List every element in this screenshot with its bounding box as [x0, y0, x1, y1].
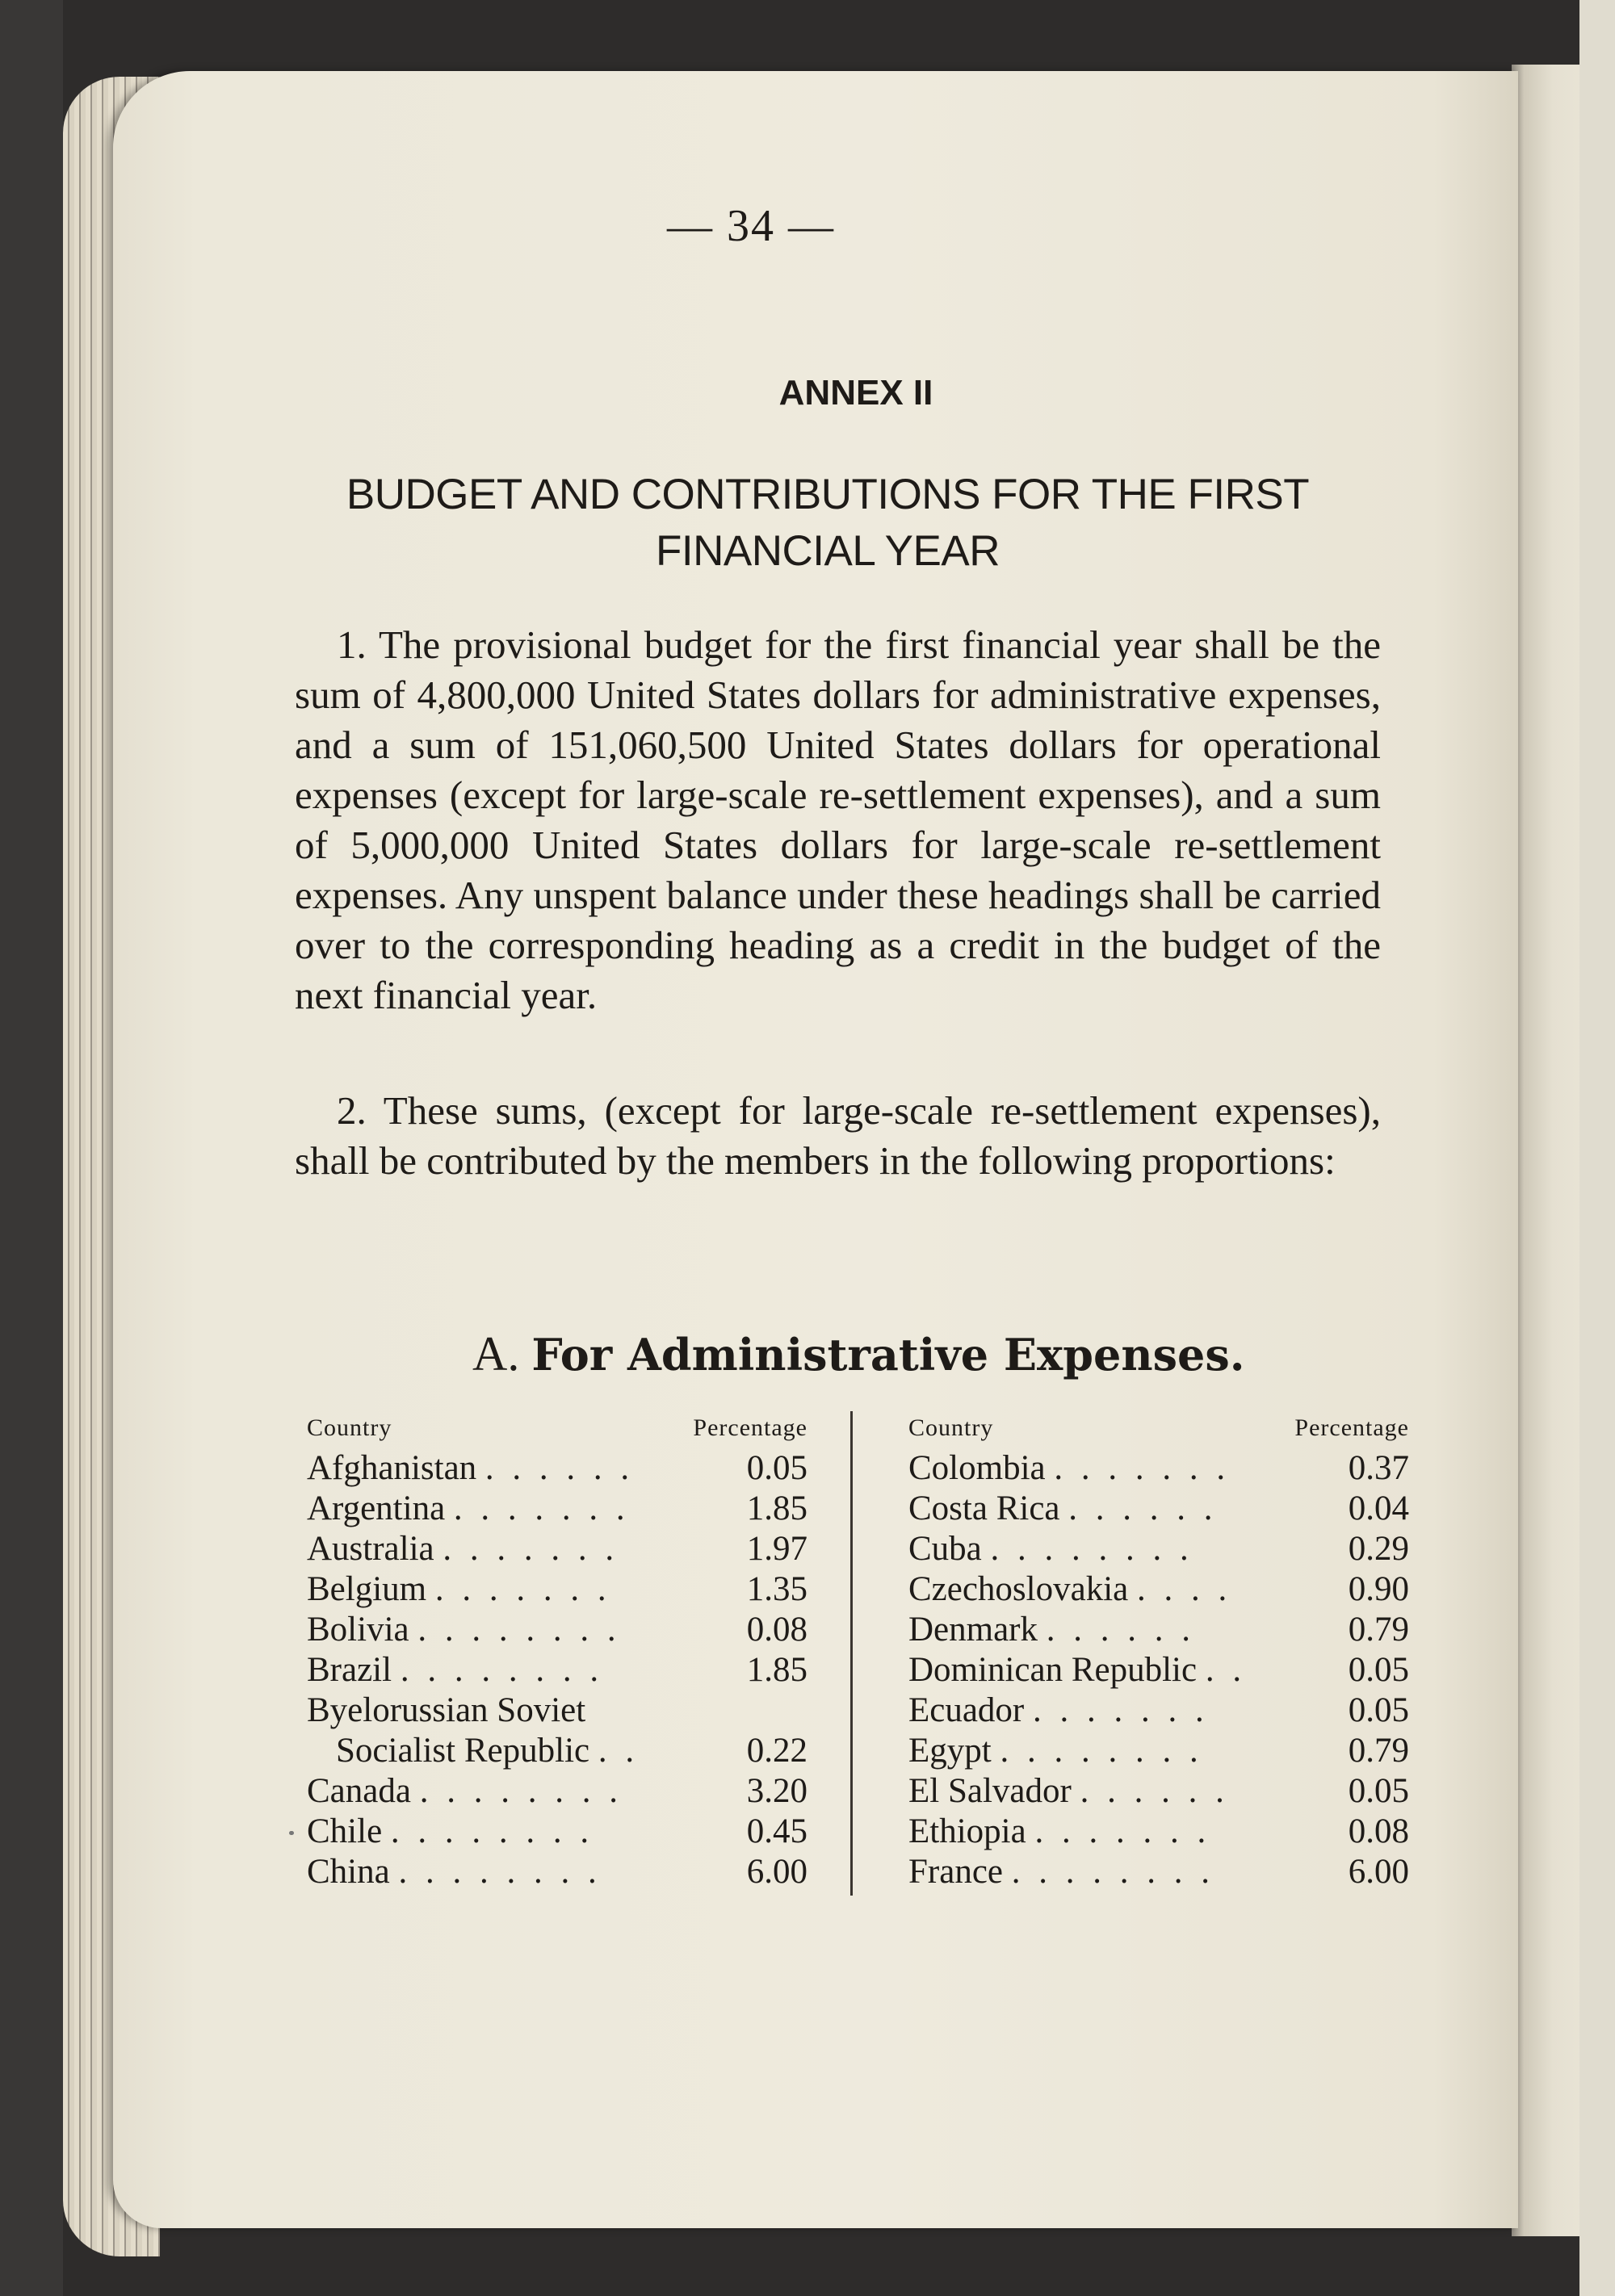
- table-row: [307, 1650, 808, 1691]
- country-name: [908, 1529, 1193, 1569]
- table-row: [307, 1731, 808, 1771]
- country-name: [307, 1812, 594, 1852]
- country-name: [307, 1489, 630, 1529]
- country-label: Ecuador: [908, 1691, 1025, 1729]
- country-label: Cuba: [908, 1530, 982, 1568]
- country-name: [908, 1448, 1230, 1489]
- country-name: [908, 1731, 1203, 1771]
- country-label: Argentina: [307, 1489, 446, 1527]
- leader-dots: . . . . . .: [1046, 1611, 1195, 1649]
- leader-dots: . . . . . . .: [1054, 1449, 1231, 1487]
- header-percentage: Percentage: [693, 1414, 808, 1441]
- percentage-value: 1.35: [746, 1570, 808, 1608]
- country-label: Ethiopia: [908, 1812, 1026, 1850]
- section-title: For Administrative Expenses.: [531, 1329, 1245, 1381]
- country-label: Czechoslovakia: [908, 1570, 1129, 1608]
- country-label: Denmark: [908, 1611, 1038, 1649]
- percentage-value: 6.00: [1348, 1853, 1409, 1891]
- country-label: Dominican Republic: [908, 1651, 1198, 1689]
- table-row: [908, 1812, 1409, 1852]
- page-title: [283, 467, 1373, 580]
- paragraph-2-text: 2. These sums, (except for large-scale re-settlement expenses), shall be contributed by the members in the following proportions:: [295, 1088, 1381, 1183]
- percentage-value: 1.85: [746, 1651, 808, 1689]
- table-row: [908, 1610, 1409, 1650]
- leader-dots: . . . . . . . .: [390, 1812, 594, 1850]
- percentage-value: 0.79: [1348, 1611, 1409, 1649]
- table-row: [307, 1569, 808, 1610]
- country-name: [307, 1650, 603, 1691]
- percentage-value: 1.85: [746, 1489, 808, 1527]
- paper-speck: [289, 1831, 294, 1835]
- leader-dots: . . . . . .: [1080, 1772, 1229, 1810]
- country-label: China: [307, 1853, 390, 1891]
- leader-dots: . . . . . . . .: [417, 1611, 621, 1649]
- percentage-value: 0.08: [746, 1611, 808, 1649]
- country-label: Egypt: [908, 1732, 992, 1770]
- country-label: Australia: [307, 1530, 434, 1568]
- percentage-value: 0.05: [1348, 1772, 1409, 1810]
- leader-dots: . . . . . . . .: [398, 1853, 602, 1891]
- country-name: [307, 1529, 619, 1569]
- country-name: [908, 1489, 1218, 1529]
- country-label: Socialist Republic: [336, 1732, 590, 1770]
- table-row: [307, 1448, 808, 1489]
- leader-dots: . . . . . . . .: [419, 1772, 623, 1810]
- percentage-value: 0.22: [746, 1732, 808, 1770]
- header-country: Country: [307, 1414, 392, 1441]
- country-name: [307, 1569, 611, 1610]
- percentage-value: 0.08: [1348, 1812, 1409, 1850]
- leader-dots: . .: [598, 1732, 640, 1770]
- table-row: [307, 1691, 808, 1731]
- country-label: Afghanistan: [307, 1449, 477, 1487]
- country-label: Costa Rica: [908, 1489, 1060, 1527]
- percentage-value: 0.05: [746, 1449, 808, 1487]
- table-left-column: [307, 1406, 808, 1892]
- country-label: El Salvador: [908, 1772, 1072, 1810]
- annex-label: ANNEX II: [778, 373, 933, 413]
- percentage-value: 3.20: [746, 1772, 808, 1810]
- percentage-value: 1.97: [746, 1530, 808, 1568]
- title-line-1: BUDGET AND CONTRIBUTIONS FOR THE FIRST: [346, 471, 1310, 518]
- percentage-value: 0.05: [1348, 1651, 1409, 1689]
- section-heading: [472, 1326, 1280, 1383]
- country-name: [307, 1852, 602, 1892]
- table-row: [307, 1529, 808, 1569]
- country-label: Bolivia: [307, 1611, 409, 1649]
- leader-dots: . . . . . . .: [434, 1570, 611, 1608]
- table-row: [307, 1489, 808, 1529]
- leader-dots: . . . . . . .: [443, 1530, 619, 1568]
- percentage-value: 0.90: [1348, 1570, 1409, 1608]
- table-rows: [908, 1448, 1409, 1892]
- percentage-value: 0.05: [1348, 1691, 1409, 1729]
- country-name: [908, 1610, 1195, 1650]
- country-label: Brazil: [307, 1651, 392, 1689]
- table-row: [908, 1489, 1409, 1529]
- table-row: [908, 1691, 1409, 1731]
- page-number-text: — 34 —: [667, 201, 835, 251]
- leader-dots: . . . .: [1137, 1570, 1232, 1608]
- country-label: Belgium: [307, 1570, 427, 1608]
- country-name: [336, 1731, 639, 1771]
- header-percentage: Percentage: [1294, 1414, 1409, 1441]
- table-row: [307, 1812, 808, 1852]
- table-row: [307, 1610, 808, 1650]
- leader-dots: . . . . . . .: [453, 1489, 630, 1527]
- table-row: [908, 1529, 1409, 1569]
- leader-dots: . . . . . . .: [1033, 1691, 1209, 1729]
- country-name: [307, 1610, 621, 1650]
- percentage-value: 6.00: [746, 1853, 808, 1891]
- leader-dots: . . . . . . . .: [400, 1651, 604, 1689]
- leader-dots: . . . . . .: [1068, 1489, 1218, 1527]
- table-row: [908, 1448, 1409, 1489]
- section-letter: A.: [472, 1327, 520, 1381]
- country-name: [307, 1691, 585, 1731]
- country-name: [307, 1771, 623, 1812]
- table-row: [908, 1731, 1409, 1771]
- country-name: [908, 1569, 1231, 1610]
- leader-dots: . . . . . . . .: [1000, 1732, 1203, 1770]
- country-name: [908, 1691, 1209, 1731]
- country-label: Canada: [307, 1772, 411, 1810]
- country-name: [908, 1852, 1214, 1892]
- facing-page-edge: [1579, 0, 1615, 2296]
- leader-dots: . . . . . . . .: [990, 1530, 1193, 1568]
- table-row: [908, 1650, 1409, 1691]
- table-row: [908, 1569, 1409, 1610]
- leader-dots: . . . . . . . .: [1011, 1853, 1214, 1891]
- country-name: [908, 1771, 1229, 1812]
- leader-dots: . .: [1205, 1651, 1247, 1689]
- country-name: [307, 1448, 634, 1489]
- table-row: [307, 1771, 808, 1812]
- country-label: Chile: [307, 1812, 383, 1850]
- table-right-column: [908, 1406, 1409, 1892]
- table-header: [908, 1406, 1409, 1448]
- table-row: [908, 1771, 1409, 1812]
- table-rows: [307, 1448, 808, 1892]
- percentage-value: 0.37: [1348, 1449, 1409, 1487]
- table-header: [307, 1406, 808, 1448]
- country-label: Byelorussian Soviet: [307, 1691, 586, 1729]
- paragraph-1: [295, 620, 1381, 1020]
- percentage-value: 0.79: [1348, 1732, 1409, 1770]
- leader-dots: . . . . . . .: [1034, 1812, 1211, 1850]
- table-row: [307, 1852, 808, 1892]
- paragraph-1-text: 1. The provisional budget for the first financial year shall be the sum of 4,800,000 United States dollars for administrative expenses, and a sum of 151,060,500 United States dollars for operational expenses (except for large-scale re-settlement expenses), and a sum of 5,000,000 United States dollars for large-scale re-settlement expenses. Any unspent balance under these headings shall be carried over to the corresponding heading as a credit in the budget of the next financial year.: [295, 622, 1381, 1017]
- header-country: Country: [908, 1414, 994, 1441]
- paragraph-2: [295, 1086, 1381, 1186]
- table-row: [908, 1852, 1409, 1892]
- country-name: [908, 1812, 1210, 1852]
- country-name: [908, 1650, 1246, 1691]
- column-divider: [850, 1411, 853, 1896]
- country-label: Colombia: [908, 1449, 1046, 1487]
- percentage-value: 0.45: [746, 1812, 808, 1850]
- leader-dots: . . . . . .: [484, 1449, 635, 1487]
- percentage-value: 0.04: [1348, 1489, 1409, 1527]
- title-line-2: FINANCIAL YEAR: [656, 527, 1000, 575]
- scanner-background: [0, 0, 63, 2296]
- country-label: France: [908, 1853, 1003, 1891]
- percentage-value: 0.29: [1348, 1530, 1409, 1568]
